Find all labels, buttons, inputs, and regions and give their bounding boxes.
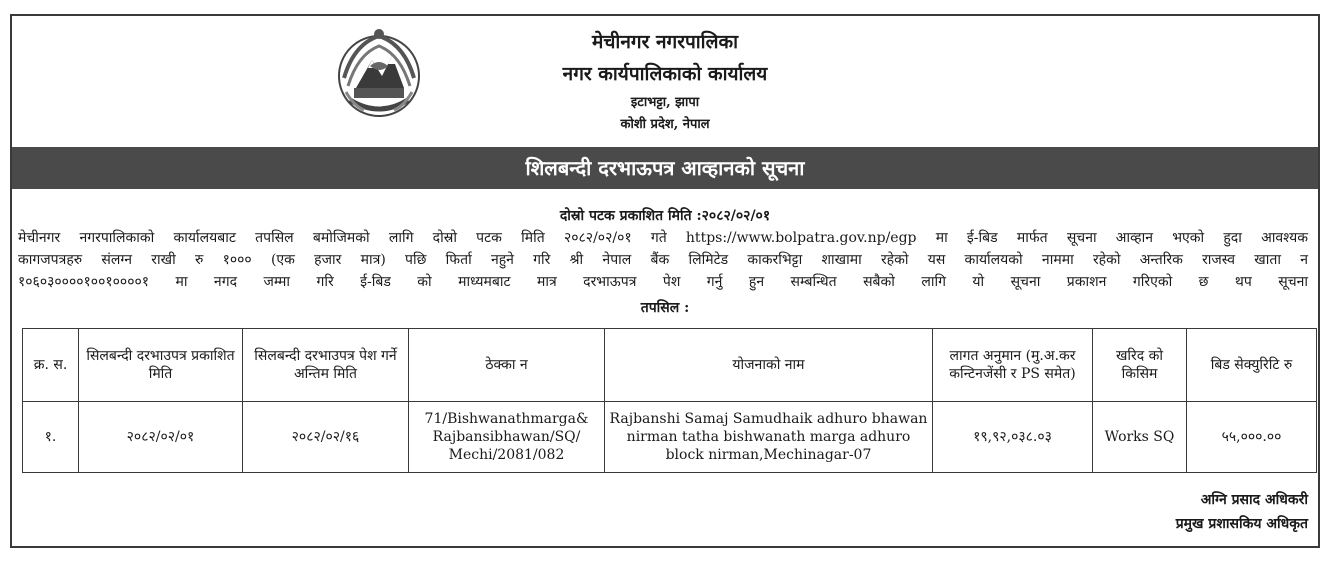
notice-body-line: १०६०३००००१००१००००१ मा नगद जम्मा गरि ई-बिड को माध्यमबाट मात्र दरभाऊपत्र पेश गर्नु हुन सम्बन्धित सबैको लागि यो सूचना प्रकाशन गरिएको छ थप सूचना — [18, 274, 1308, 290]
municipality-name: मेचीनगर नगरपालिका — [591, 31, 739, 53]
office-province: कोशी प्रदेश, नेपाल — [620, 117, 710, 132]
signatory-name: अग्नि प्रसाद अधिकरी — [1200, 492, 1308, 508]
col-header-project-name: योजनाको नाम — [605, 329, 933, 402]
table-row — [23, 402, 1317, 473]
cell-contract-no: 71/Bishwanathmarga& Rajbansibhawan/SQ/ Mechi/2081/082 — [409, 402, 605, 473]
tender-table — [22, 328, 1317, 473]
cell-last-date: २०८२/०२/१६ — [243, 402, 409, 473]
office-name: नगर कार्यपालिकाको कार्यालय — [562, 63, 768, 85]
cell-sn: १. — [23, 402, 79, 473]
col-header-cost-estimate: लागत अनुमान (मु.अ.कर कन्टिनजेंसी र PS समेत) — [933, 329, 1093, 402]
cell-cost-estimate: १९,९२,०३८.०३ — [933, 402, 1093, 473]
notice-body-line: मेचीनगर नगरपालिकाको कार्यालयबाट तपसिल बमोजिमको लागि दोस्रो पटक मिति २०८२/०२/०१ गते https://www.bolpatra.gov.np/egp मा ई-बिड मार्फत सूचना आव्हान भएको हुदा आवश्यक — [18, 230, 1308, 246]
signatory-designation: प्रमुख प्रशासकिय अधिकृत — [1175, 516, 1308, 532]
cell-procurement-type: Works SQ — [1093, 402, 1187, 473]
notice-body-line: कागजपत्रहरु संलग्न राखी रु १००० (एक हजार मात्र) पछि फिर्ता नहुने गरि श्री नेपाल बैंक लिमिटेड काकरभिट्टा शाखामा रहेको यस कार्यालयको नाममा रहेको अन्तरिक राजस्व खाता न — [18, 252, 1308, 268]
office-location: इटाभट्टा, झापा — [630, 95, 700, 110]
col-header-procurement-type: खरिद को किसिम — [1093, 329, 1187, 402]
col-header-sn: क्र. स. — [23, 329, 79, 402]
cell-bid-security: ५५,०००.०० — [1187, 402, 1317, 473]
col-header-published-date: सिलबन्दी दरभाउपत्र प्रकाशित मिति — [79, 329, 243, 402]
cell-project-name: Rajbanshi Samaj Samudhaik adhuro bhawan nirman tatha bishwanath marga adhuro block nirman,Mechinagar-07 — [605, 402, 933, 473]
col-header-bid-security: बिड सेक्युरिटि रु — [1187, 329, 1317, 402]
publication-date: दोस्रो पटक प्रकाशित मिति :२०८२/०२/०१ — [559, 208, 771, 224]
notice-title: शिलबन्दी दरभाऊपत्र आव्हानको सूचना — [12, 147, 1318, 189]
cell-published-date: २०८२/०२/०१ — [79, 402, 243, 473]
col-header-last-date: सिलबन्दी दरभाउपत्र पेश गर्ने अन्तिम मिति — [243, 329, 409, 402]
table-header-row — [23, 329, 1317, 402]
notice-frame — [10, 14, 1320, 548]
col-header-contract-no: ठेक्का न — [409, 329, 605, 402]
details-label: तपसिल : — [640, 300, 690, 316]
